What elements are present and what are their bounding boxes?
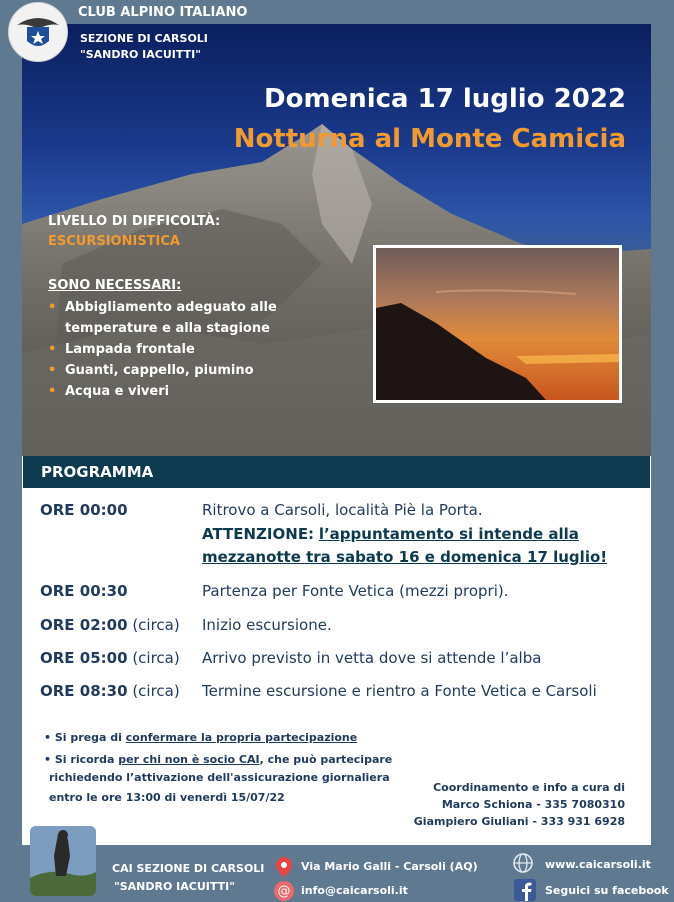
coordination-contact: Marco Schiona - 335 7080310 — [441, 798, 625, 811]
schedule-time: ORE 08:30 (circa) — [40, 682, 180, 700]
event-title: Notturna al Monte Camicia — [233, 124, 626, 154]
difficulty-label: LIVELLO DI DIFFICOLTÀ: — [48, 214, 221, 229]
difficulty-value: ESCURSIONISTICA — [48, 234, 180, 249]
schedule-description: Termine escursione e rientro a Fonte Vetica e Carsoli — [202, 682, 597, 700]
hero-banner — [22, 24, 651, 456]
footer-website-link[interactable]: www.caicarsoli.it — [545, 858, 651, 871]
note-confirm: • Si prega di confermare la propria partecipazione — [44, 731, 358, 744]
attention-label: ATTENZIONE: — [202, 525, 315, 543]
sunrise-photo — [373, 245, 622, 403]
sunrise-image — [376, 248, 619, 400]
at-sign-icon[interactable] — [273, 880, 295, 902]
facebook-icon[interactable] — [514, 879, 536, 901]
footer-org-dedication: "SANDRO IACUITTI" — [114, 880, 235, 893]
list-item: • Lampada frontale — [46, 339, 336, 360]
section-name: SEZIONE DI CARSOLI — [80, 32, 208, 45]
coordination-contact: Giampiero Giuliani - 333 931 6928 — [413, 815, 625, 828]
footer-email-link[interactable]: info@caicarsoli.it — [301, 884, 408, 897]
svg-text:@: @ — [277, 884, 291, 899]
schedule-description: Partenza per Fonte Vetica (mezzi propri). — [202, 582, 509, 600]
schedule-description: Ritrovo a Carsoli, località Piè la Porta. — [202, 501, 483, 519]
program-body — [22, 488, 651, 845]
note-insurance-line-2: richiedendo l’attivazione dell'assicurazione giornaliera — [49, 771, 390, 784]
schedule-description: Arrivo previsto in vetta dove si attende l’alba — [202, 649, 542, 667]
attention-line-1: l’appuntamento si intende alla — [318, 525, 579, 543]
attention-note — [202, 525, 579, 543]
footer-facebook-link[interactable]: Seguici su facebook — [545, 884, 669, 897]
footer-address: Via Mario Galli - Carsoli (AQ) — [301, 860, 478, 873]
section-dedication: "SANDRO IACUITTI" — [80, 48, 201, 61]
note-insurance-line-3: entro le ore 13:00 di venerdì 15/07/22 — [49, 791, 285, 804]
requirements-label: SONO NECESSARI: — [48, 278, 182, 293]
note-insurance: • Si ricorda per chi non è socio CAI, che può partecipare — [44, 753, 393, 766]
schedule-description: Inizio escursione. — [202, 616, 332, 634]
location-pin-icon — [273, 856, 295, 878]
list-item: • Guanti, cappello, piumino — [46, 360, 336, 381]
statue-image — [30, 826, 96, 896]
program-header — [22, 456, 651, 488]
list-item: • Abbigliamento adeguato alle temperature e alla stagione — [46, 297, 336, 339]
schedule-time: ORE 00:30 — [40, 582, 128, 600]
schedule-time: ORE 05:00 (circa) — [40, 649, 180, 667]
cai-emblem-icon — [9, 3, 67, 61]
footer-photo — [30, 826, 96, 896]
footer-org-name: CAI SEZIONE DI CARSOLI — [112, 862, 265, 875]
list-item: • Acqua e viveri — [46, 381, 336, 402]
requirements-list — [46, 297, 336, 402]
program-heading: PROGRAMMA — [41, 463, 154, 481]
globe-icon[interactable] — [512, 852, 534, 874]
attention-line-2: mezzanotte tra sabato 16 e domenica 17 luglio! — [202, 548, 608, 566]
club-name: CLUB ALPINO ITALIANO — [78, 5, 248, 20]
schedule-time: ORE 00:00 — [40, 501, 128, 519]
schedule-time: ORE 02:00 (circa) — [40, 616, 180, 634]
event-date: Domenica 17 luglio 2022 — [264, 84, 626, 114]
coordination-title: Coordinamento e info a cura di — [433, 781, 625, 794]
cai-logo — [8, 2, 68, 62]
